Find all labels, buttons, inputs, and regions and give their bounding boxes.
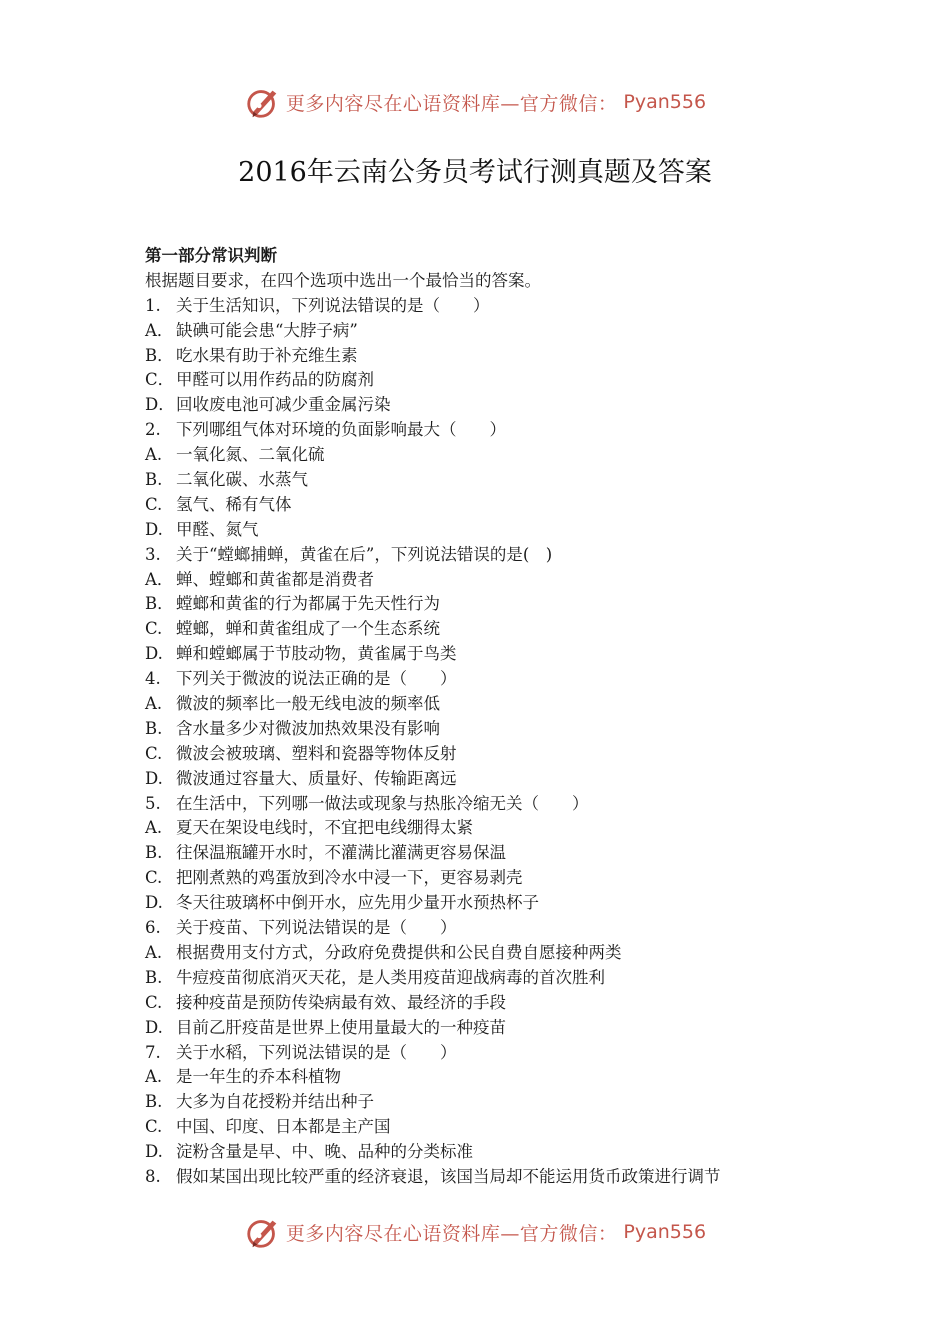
item-text: 下列关于微波的说法正确的是（ ） (176, 669, 457, 689)
item-marker: D. (145, 1017, 163, 1037)
item-text: 一氧化氮、二氧化硫 (176, 445, 325, 465)
item-marker: D. (145, 1142, 163, 1162)
answer-option (145, 344, 825, 369)
answer-option (145, 319, 825, 344)
item-text: 根据费用支付方式，分政府免费提供和公民自费自愿接种两类 (176, 942, 622, 962)
item-text: 在生活中，下列哪一做法或现象与热胀冷缩无关（ ） (176, 793, 589, 813)
answer-option (145, 642, 825, 667)
item-text: 甲醛、氮气 (176, 519, 259, 539)
item-text: 往保温瓶罐开水时，不灌满比灌满更容易保温 (176, 843, 506, 863)
item-marker: C． (145, 370, 175, 390)
item-marker: B． (145, 345, 174, 365)
question-stem (145, 1041, 825, 1066)
item-marker: A. (145, 445, 163, 465)
item-marker: D. (145, 519, 163, 539)
answer-option (145, 1016, 825, 1041)
answer-option (145, 592, 825, 617)
item-marker: A. (145, 818, 163, 838)
item-marker: D. (145, 768, 163, 788)
item-text: 接种疫苗是预防传染病最有效、最经济的手段 (176, 992, 506, 1012)
item-text: 冬天往玻璃杯中倒开水，应先用少量开水预热杯子 (176, 893, 539, 913)
question-stem (145, 543, 825, 568)
item-marker: B. (145, 967, 163, 987)
item-marker: 6. (145, 918, 161, 938)
item-marker: B. (145, 718, 163, 738)
answer-option (145, 393, 825, 418)
item-marker: 7. (145, 1042, 161, 1062)
item-text: 把刚煮熟的鸡蛋放到冷水中浸一下，更容易剥壳 (176, 868, 523, 888)
item-text: 回收废电池可减少重金属污染 (176, 395, 391, 415)
item-text: 关于生活知识，下列说法错误的是（ ） (176, 295, 490, 315)
item-marker: C. (145, 743, 163, 763)
answer-option (145, 966, 825, 991)
item-text: 关于疫苗、下列说法错误的是（ ） (176, 918, 457, 938)
item-text: 微波会被玻璃、塑料和瓷器等物体反射 (176, 743, 457, 763)
question-list (145, 294, 825, 1190)
footer-banner (0, 1212, 950, 1252)
item-marker: A． (145, 320, 174, 340)
item-marker: C. (145, 1117, 163, 1137)
item-marker: 4. (145, 669, 161, 689)
item-text: 下列哪组气体对环境的负面影响最大（ ） (176, 420, 506, 440)
question-stem (145, 418, 825, 443)
item-marker: 8. (145, 1166, 161, 1186)
item-marker: A． (145, 569, 174, 589)
answer-option (145, 717, 825, 742)
item-marker: C. (145, 992, 163, 1012)
item-text: 关于“螳螂捕蝉，黄雀在后”，下列说法错误的是( ) (176, 544, 553, 564)
item-marker: D． (145, 395, 175, 415)
item-text: 大多为自花授粉并结出种子 (176, 1092, 374, 1112)
item-text: 螳螂和黄雀的行为都属于先天性行为 (176, 594, 440, 614)
header-banner (0, 82, 950, 122)
item-marker: 5. (145, 793, 161, 813)
answer-option (145, 468, 825, 493)
answer-option (145, 742, 825, 767)
question-stem (145, 294, 825, 319)
pen-logo-icon (244, 1213, 282, 1251)
item-text: 蝉和螳螂属于节肢动物，黄雀属于鸟类 (176, 644, 457, 664)
question-stem (145, 1165, 825, 1190)
item-marker: C. (145, 494, 163, 514)
answer-option (145, 767, 825, 792)
item-marker: A. (145, 694, 163, 714)
answer-option (145, 991, 825, 1016)
banner-handle: Pyan556 (623, 1221, 707, 1243)
answer-option (145, 816, 825, 841)
item-text: 目前乙肝疫苗是世界上使用量最大的一种疫苗 (176, 1017, 506, 1037)
item-marker: 3. (145, 544, 161, 564)
item-text: 牛痘疫苗彻底消灭天花，是人类用疫苗迎战病毒的首次胜利 (176, 967, 605, 987)
item-text: 含水量多少对微波加热效果没有影响 (176, 718, 440, 738)
answer-option (145, 617, 825, 642)
item-marker: B. (145, 1092, 163, 1112)
item-text: 吃水果有助于补充维生素 (176, 345, 358, 365)
answer-option (145, 493, 825, 518)
item-marker: C. (145, 868, 163, 888)
question-stem (145, 667, 825, 692)
pen-logo-icon (244, 83, 282, 121)
document-body (145, 244, 825, 1190)
answer-option (145, 518, 825, 543)
item-marker: D. (145, 893, 163, 913)
answer-option (145, 941, 825, 966)
item-text: 是一年生的乔本科植物 (176, 1067, 341, 1087)
item-marker: B. (145, 843, 163, 863)
item-text: 微波通过容量大、质量好、传输距离远 (176, 768, 457, 788)
item-text: 微波的频率比一般无线电波的频率低 (176, 694, 440, 714)
banner-handle: Pyan556 (623, 91, 707, 113)
item-marker: 2. (145, 420, 161, 440)
item-marker: B. (145, 470, 163, 490)
item-text: 淀粉含量是早、中、晚、品种的分类标准 (176, 1142, 473, 1162)
answer-option (145, 1090, 825, 1115)
item-text: 假如某国出现比较严重的经济衰退，该国当局却不能运用货币政策进行调节 (176, 1166, 721, 1186)
banner-text: 更多内容尽在心语资料库—官方微信： (285, 1222, 618, 1245)
section-heading: 第一部分常识判断 (145, 246, 277, 265)
answer-option (145, 1065, 825, 1090)
item-text: 二氧化碳、水蒸气 (176, 470, 308, 490)
item-marker: D. (145, 644, 163, 664)
item-text: 甲醛可以用作药品的防腐剂 (176, 370, 374, 390)
item-text: 关于水稻，下列说法错误的是（ ） (176, 1042, 457, 1062)
item-marker: B． (145, 594, 174, 614)
answer-option (145, 443, 825, 468)
item-text: 氢气、稀有气体 (176, 494, 292, 514)
answer-option (145, 1115, 825, 1140)
answer-option (145, 1140, 825, 1165)
page-title: 2016年云南公务员考试行测真题及答案 (238, 157, 712, 188)
item-text: 夏天在架设电线时，不宜把电线绷得太紧 (176, 818, 473, 838)
item-text: 螳螂，蝉和黄雀组成了一个生态系统 (176, 619, 440, 639)
answer-option (145, 891, 825, 916)
item-text: 缺碘可能会患“大脖子病” (176, 320, 358, 340)
question-stem (145, 792, 825, 817)
item-marker: 1. (145, 295, 161, 315)
banner-text: 更多内容尽在心语资料库—官方微信： (285, 92, 618, 115)
section-instruction: 根据题目要求，在四个选项中选出一个最恰当的答案。 (145, 270, 541, 290)
answer-option (145, 692, 825, 717)
item-marker: A. (145, 1067, 163, 1087)
item-marker: A. (145, 942, 163, 962)
answer-option (145, 866, 825, 891)
question-stem (145, 916, 825, 941)
answer-option (145, 841, 825, 866)
answer-option (145, 568, 825, 593)
answer-option (145, 368, 825, 393)
item-marker: C. (145, 619, 163, 639)
item-text: 蝉、螳螂和黄雀都是消费者 (176, 569, 374, 589)
item-text: 中国、印度、日本都是主产国 (176, 1117, 391, 1137)
